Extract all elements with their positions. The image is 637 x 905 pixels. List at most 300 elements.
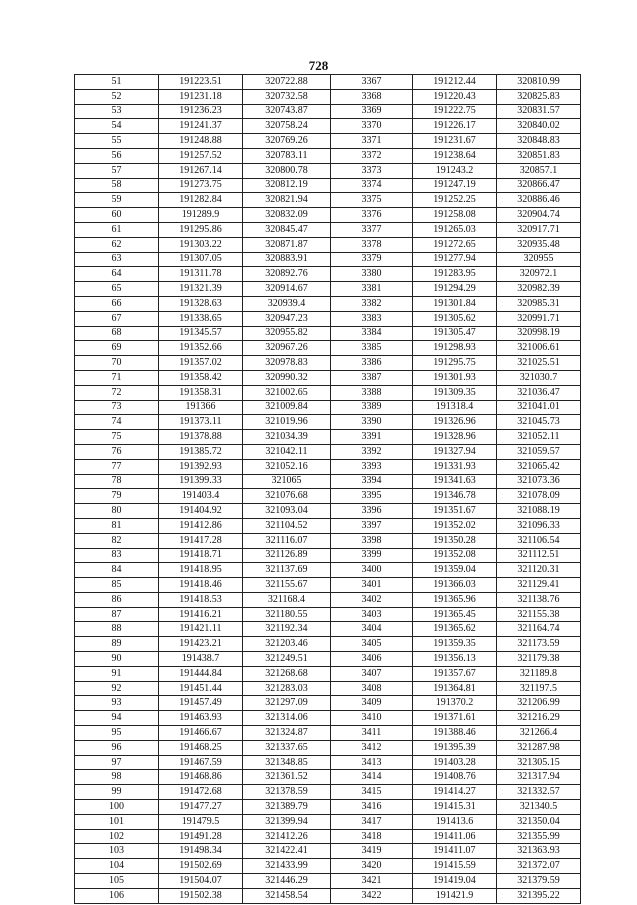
x-coordinate-left-cell: 191463.93 [159,711,243,726]
y-coordinate-right-cell: 321350.04 [497,814,581,829]
x-coordinate-left-cell: 191307.05 [159,252,243,267]
x-coordinate-right-cell: 191359.35 [413,637,497,652]
y-coordinate-right-cell: 320955 [497,252,581,267]
y-coordinate-right-cell: 321206.99 [497,696,581,711]
x-coordinate-right-cell: 191295.75 [413,356,497,371]
point-number-right-cell: 3372 [331,148,413,163]
y-coordinate-right-cell: 321073.36 [497,474,581,489]
table-row [75,370,581,385]
x-coordinate-right-cell: 191318.4 [413,400,497,415]
y-coordinate-left-cell: 320758.24 [243,119,331,134]
y-coordinate-left-cell: 321192.34 [243,622,331,637]
y-coordinate-left-cell: 321137.69 [243,563,331,578]
y-coordinate-right-cell: 321216.29 [497,711,581,726]
table-row [75,518,581,533]
table-row [75,829,581,844]
point-number-right-cell: 3375 [331,193,413,208]
point-number-right-cell: 3393 [331,459,413,474]
table-row [75,755,581,770]
x-coordinate-left-cell: 191311.78 [159,267,243,282]
point-number-right-cell: 3395 [331,489,413,504]
point-number-right-cell: 3400 [331,563,413,578]
x-coordinate-right-cell: 191395.39 [413,740,497,755]
point-number-left-cell: 51 [75,75,159,90]
table-row [75,415,581,430]
x-coordinate-right-cell: 191243.2 [413,163,497,178]
y-coordinate-right-cell: 320825.83 [497,89,581,104]
point-number-right-cell: 3413 [331,755,413,770]
point-number-left-cell: 54 [75,119,159,134]
point-number-left-cell: 70 [75,356,159,371]
table-row [75,666,581,681]
table-row [75,444,581,459]
point-number-right-cell: 3397 [331,518,413,533]
y-coordinate-left-cell: 320883.91 [243,252,331,267]
x-coordinate-left-cell: 191282.84 [159,193,243,208]
y-coordinate-left-cell: 320845.47 [243,222,331,237]
table-row [75,859,581,874]
point-number-right-cell: 3370 [331,119,413,134]
point-number-right-cell: 3374 [331,178,413,193]
point-number-right-cell: 3371 [331,134,413,149]
y-coordinate-left-cell: 320939.4 [243,296,331,311]
y-coordinate-left-cell: 321361.52 [243,770,331,785]
x-coordinate-left-cell: 191418.53 [159,592,243,607]
table-row [75,563,581,578]
x-coordinate-left-cell: 191358.42 [159,370,243,385]
point-number-left-cell: 73 [75,400,159,415]
x-coordinate-left-cell: 191328.63 [159,296,243,311]
y-coordinate-left-cell: 321126.89 [243,548,331,563]
table-row [75,89,581,104]
x-coordinate-right-cell: 191283.95 [413,267,497,282]
x-coordinate-right-cell: 191388.46 [413,726,497,741]
x-coordinate-right-cell: 191222.75 [413,104,497,119]
x-coordinate-left-cell: 191373.11 [159,415,243,430]
x-coordinate-right-cell: 191411.07 [413,844,497,859]
y-coordinate-right-cell: 320935.48 [497,237,581,252]
x-coordinate-left-cell: 191479.5 [159,814,243,829]
point-number-right-cell: 3385 [331,341,413,356]
table-row [75,282,581,297]
y-coordinate-left-cell: 321389.79 [243,800,331,815]
table-row [75,607,581,622]
x-coordinate-right-cell: 191415.59 [413,859,497,874]
y-coordinate-right-cell: 320998.19 [497,326,581,341]
point-number-left-cell: 81 [75,518,159,533]
x-coordinate-right-cell: 191351.67 [413,504,497,519]
point-number-left-cell: 84 [75,563,159,578]
x-coordinate-left-cell: 191295.86 [159,222,243,237]
y-coordinate-left-cell: 320769.26 [243,134,331,149]
x-coordinate-right-cell: 191252.25 [413,193,497,208]
x-coordinate-left-cell: 191498.34 [159,844,243,859]
y-coordinate-left-cell: 320821.94 [243,193,331,208]
y-coordinate-left-cell: 320871.87 [243,237,331,252]
x-coordinate-left-cell: 191267.14 [159,163,243,178]
table-row [75,296,581,311]
point-number-right-cell: 3399 [331,548,413,563]
point-number-right-cell: 3384 [331,326,413,341]
point-number-right-cell: 3380 [331,267,413,282]
y-coordinate-right-cell: 321065.42 [497,459,581,474]
x-coordinate-left-cell: 191385.72 [159,444,243,459]
x-coordinate-left-cell: 191257.52 [159,148,243,163]
point-number-left-cell: 97 [75,755,159,770]
y-coordinate-left-cell: 321268.68 [243,666,331,681]
point-number-right-cell: 3394 [331,474,413,489]
y-coordinate-right-cell: 321088.19 [497,504,581,519]
point-number-left-cell: 102 [75,829,159,844]
point-number-left-cell: 83 [75,548,159,563]
y-coordinate-left-cell: 320914.67 [243,282,331,297]
point-number-left-cell: 75 [75,430,159,445]
point-number-left-cell: 105 [75,874,159,889]
point-number-right-cell: 3392 [331,444,413,459]
y-coordinate-left-cell: 321422.41 [243,844,331,859]
x-coordinate-left-cell: 191231.18 [159,89,243,104]
y-coordinate-right-cell: 320972.1 [497,267,581,282]
x-coordinate-right-cell: 191415.31 [413,800,497,815]
point-number-left-cell: 55 [75,134,159,149]
x-coordinate-right-cell: 191294.29 [413,282,497,297]
table-row [75,326,581,341]
x-coordinate-left-cell: 191357.02 [159,356,243,371]
table-row [75,311,581,326]
x-coordinate-left-cell: 191236.23 [159,104,243,119]
y-coordinate-right-cell: 320991.71 [497,311,581,326]
y-coordinate-left-cell: 321155.67 [243,578,331,593]
point-number-left-cell: 101 [75,814,159,829]
x-coordinate-right-cell: 191258.08 [413,208,497,223]
point-number-right-cell: 3418 [331,829,413,844]
x-coordinate-left-cell: 191423.21 [159,637,243,652]
point-number-right-cell: 3376 [331,208,413,223]
y-coordinate-right-cell: 321006.61 [497,341,581,356]
y-coordinate-left-cell: 321378.59 [243,785,331,800]
x-coordinate-right-cell: 191220.43 [413,89,497,104]
point-number-right-cell: 3411 [331,726,413,741]
point-number-left-cell: 57 [75,163,159,178]
y-coordinate-left-cell: 321052.16 [243,459,331,474]
x-coordinate-left-cell: 191352.66 [159,341,243,356]
point-number-right-cell: 3409 [331,696,413,711]
y-coordinate-right-cell: 320851.83 [497,148,581,163]
x-coordinate-right-cell: 191247.19 [413,178,497,193]
y-coordinate-right-cell: 321173.59 [497,637,581,652]
y-coordinate-left-cell: 320732.58 [243,89,331,104]
y-coordinate-right-cell: 321395.22 [497,888,581,903]
point-number-left-cell: 78 [75,474,159,489]
x-coordinate-left-cell: 191358.31 [159,385,243,400]
point-number-left-cell: 65 [75,282,159,297]
x-coordinate-right-cell: 191231.67 [413,134,497,149]
point-number-left-cell: 71 [75,370,159,385]
table-row [75,356,581,371]
table-row [75,193,581,208]
table-row [75,385,581,400]
x-coordinate-left-cell: 191303.22 [159,237,243,252]
table-row [75,341,581,356]
point-number-left-cell: 103 [75,844,159,859]
point-number-left-cell: 91 [75,666,159,681]
y-coordinate-left-cell: 321283.03 [243,681,331,696]
x-coordinate-left-cell: 191321.39 [159,282,243,297]
y-coordinate-left-cell: 320955.82 [243,326,331,341]
x-coordinate-right-cell: 191301.93 [413,370,497,385]
point-number-right-cell: 3391 [331,430,413,445]
point-number-left-cell: 62 [75,237,159,252]
point-number-right-cell: 3390 [331,415,413,430]
point-number-left-cell: 90 [75,652,159,667]
y-coordinate-left-cell: 321076.68 [243,489,331,504]
table-row [75,148,581,163]
point-number-left-cell: 87 [75,607,159,622]
x-coordinate-left-cell: 191467.59 [159,755,243,770]
x-coordinate-left-cell: 191466.67 [159,726,243,741]
table-row [75,237,581,252]
table-row [75,430,581,445]
x-coordinate-left-cell: 191421.11 [159,622,243,637]
y-coordinate-right-cell: 321036.47 [497,385,581,400]
y-coordinate-right-cell: 321052.11 [497,430,581,445]
table-row [75,163,581,178]
x-coordinate-right-cell: 191356.13 [413,652,497,667]
x-coordinate-right-cell: 191326.96 [413,415,497,430]
point-number-right-cell: 3383 [331,311,413,326]
x-coordinate-right-cell: 191421.9 [413,888,497,903]
point-number-right-cell: 3420 [331,859,413,874]
x-coordinate-right-cell: 191370.2 [413,696,497,711]
point-number-right-cell: 3367 [331,75,413,90]
point-number-right-cell: 3377 [331,222,413,237]
y-coordinate-right-cell: 320848.83 [497,134,581,149]
x-coordinate-left-cell: 191241.37 [159,119,243,134]
point-number-right-cell: 3401 [331,578,413,593]
table-row [75,726,581,741]
y-coordinate-left-cell: 320967.26 [243,341,331,356]
x-coordinate-right-cell: 191413.6 [413,814,497,829]
y-coordinate-left-cell: 320722.88 [243,75,331,90]
y-coordinate-left-cell: 321093.04 [243,504,331,519]
y-coordinate-right-cell: 321379.59 [497,874,581,889]
x-coordinate-right-cell: 191327.94 [413,444,497,459]
table-row [75,548,581,563]
point-number-right-cell: 3416 [331,800,413,815]
point-number-left-cell: 58 [75,178,159,193]
x-coordinate-right-cell: 191305.47 [413,326,497,341]
table-row [75,740,581,755]
x-coordinate-left-cell: 191223.51 [159,75,243,90]
y-coordinate-right-cell: 320917.71 [497,222,581,237]
x-coordinate-right-cell: 191331.93 [413,459,497,474]
point-number-right-cell: 3406 [331,652,413,667]
table-row [75,489,581,504]
y-coordinate-left-cell: 321203.46 [243,637,331,652]
y-coordinate-left-cell: 320947.23 [243,311,331,326]
point-number-right-cell: 3369 [331,104,413,119]
x-coordinate-left-cell: 191273.75 [159,178,243,193]
point-number-right-cell: 3422 [331,888,413,903]
table-row [75,814,581,829]
point-number-right-cell: 3378 [331,237,413,252]
y-coordinate-left-cell: 321324.87 [243,726,331,741]
x-coordinate-left-cell: 191345.57 [159,326,243,341]
point-number-left-cell: 93 [75,696,159,711]
point-number-left-cell: 104 [75,859,159,874]
table-row [75,104,581,119]
y-coordinate-right-cell: 321317.94 [497,770,581,785]
x-coordinate-left-cell: 191248.88 [159,134,243,149]
point-number-left-cell: 88 [75,622,159,637]
y-coordinate-left-cell: 321065 [243,474,331,489]
table-row [75,267,581,282]
point-number-left-cell: 53 [75,104,159,119]
x-coordinate-right-cell: 191414.27 [413,785,497,800]
y-coordinate-right-cell: 321287.98 [497,740,581,755]
y-coordinate-right-cell: 320831.57 [497,104,581,119]
table-row [75,652,581,667]
point-number-left-cell: 100 [75,800,159,815]
x-coordinate-right-cell: 191346.78 [413,489,497,504]
x-coordinate-right-cell: 191365.96 [413,592,497,607]
table-row [75,770,581,785]
point-number-right-cell: 3396 [331,504,413,519]
x-coordinate-right-cell: 191350.28 [413,533,497,548]
y-coordinate-left-cell: 321433.99 [243,859,331,874]
table-row [75,888,581,903]
point-number-right-cell: 3403 [331,607,413,622]
x-coordinate-right-cell: 191272.65 [413,237,497,252]
y-coordinate-left-cell: 321337.65 [243,740,331,755]
y-coordinate-left-cell: 321019.96 [243,415,331,430]
table-row [75,119,581,134]
point-number-right-cell: 3417 [331,814,413,829]
y-coordinate-left-cell: 321314.06 [243,711,331,726]
point-number-right-cell: 3404 [331,622,413,637]
y-coordinate-right-cell: 320982.39 [497,282,581,297]
y-coordinate-right-cell: 321045.73 [497,415,581,430]
table-row [75,681,581,696]
x-coordinate-left-cell: 191416.21 [159,607,243,622]
point-number-left-cell: 95 [75,726,159,741]
y-coordinate-right-cell: 320840.02 [497,119,581,134]
table-row [75,75,581,90]
x-coordinate-left-cell: 191468.86 [159,770,243,785]
x-coordinate-right-cell: 191352.02 [413,518,497,533]
point-number-left-cell: 94 [75,711,159,726]
point-number-right-cell: 3386 [331,356,413,371]
point-number-left-cell: 56 [75,148,159,163]
y-coordinate-right-cell: 320857.1 [497,163,581,178]
point-number-left-cell: 79 [75,489,159,504]
table-row [75,504,581,519]
point-number-left-cell: 82 [75,533,159,548]
y-coordinate-right-cell: 321078.09 [497,489,581,504]
x-coordinate-right-cell: 191364.81 [413,681,497,696]
point-number-right-cell: 3382 [331,296,413,311]
y-coordinate-right-cell: 321120.31 [497,563,581,578]
point-number-left-cell: 67 [75,311,159,326]
x-coordinate-left-cell: 191418.95 [159,563,243,578]
y-coordinate-left-cell: 321458.54 [243,888,331,903]
point-number-right-cell: 3415 [331,785,413,800]
point-number-left-cell: 92 [75,681,159,696]
x-coordinate-left-cell: 191451.44 [159,681,243,696]
y-coordinate-right-cell: 320904.74 [497,208,581,223]
table-row [75,533,581,548]
table-row [75,785,581,800]
table-row [75,800,581,815]
y-coordinate-right-cell: 321041.01 [497,400,581,415]
x-coordinate-right-cell: 191265.03 [413,222,497,237]
x-coordinate-left-cell: 191404.92 [159,504,243,519]
y-coordinate-right-cell: 321155.38 [497,607,581,622]
table-row [75,178,581,193]
coordinates-table [74,74,581,904]
table-row [75,459,581,474]
x-coordinate-left-cell: 191477.27 [159,800,243,815]
point-number-right-cell: 3405 [331,637,413,652]
coordinates-table-body [75,75,581,904]
x-coordinate-left-cell: 191504.07 [159,874,243,889]
x-coordinate-right-cell: 191309.35 [413,385,497,400]
x-coordinate-right-cell: 191277.94 [413,252,497,267]
point-number-left-cell: 89 [75,637,159,652]
y-coordinate-left-cell: 321168.4 [243,592,331,607]
y-coordinate-right-cell: 321096.33 [497,518,581,533]
table-row [75,592,581,607]
y-coordinate-right-cell: 320886.46 [497,193,581,208]
point-number-left-cell: 96 [75,740,159,755]
x-coordinate-left-cell: 191338.65 [159,311,243,326]
point-number-right-cell: 3398 [331,533,413,548]
y-coordinate-left-cell: 321180.55 [243,607,331,622]
x-coordinate-right-cell: 191238.64 [413,148,497,163]
y-coordinate-right-cell: 321179.38 [497,652,581,667]
y-coordinate-right-cell: 320985.31 [497,296,581,311]
x-coordinate-right-cell: 191357.67 [413,666,497,681]
x-coordinate-right-cell: 191298.93 [413,341,497,356]
y-coordinate-right-cell: 321059.57 [497,444,581,459]
y-coordinate-left-cell: 321009.84 [243,400,331,415]
x-coordinate-left-cell: 191444.84 [159,666,243,681]
y-coordinate-left-cell: 320990.32 [243,370,331,385]
y-coordinate-right-cell: 321129.41 [497,578,581,593]
x-coordinate-right-cell: 191365.45 [413,607,497,622]
x-coordinate-left-cell: 191438.7 [159,652,243,667]
point-number-right-cell: 3368 [331,89,413,104]
table-row [75,874,581,889]
point-number-left-cell: 77 [75,459,159,474]
point-number-left-cell: 61 [75,222,159,237]
y-coordinate-right-cell: 321305.15 [497,755,581,770]
table-row [75,622,581,637]
table-row [75,474,581,489]
point-number-left-cell: 80 [75,504,159,519]
point-number-right-cell: 3402 [331,592,413,607]
x-coordinate-right-cell: 191328.96 [413,430,497,445]
y-coordinate-left-cell: 321446.29 [243,874,331,889]
point-number-right-cell: 3379 [331,252,413,267]
point-number-right-cell: 3408 [331,681,413,696]
x-coordinate-right-cell: 191305.62 [413,311,497,326]
y-coordinate-left-cell: 321348.85 [243,755,331,770]
table-row [75,208,581,223]
page-number: 728 [308,58,329,73]
y-coordinate-left-cell: 321399.94 [243,814,331,829]
x-coordinate-right-cell: 191226.17 [413,119,497,134]
